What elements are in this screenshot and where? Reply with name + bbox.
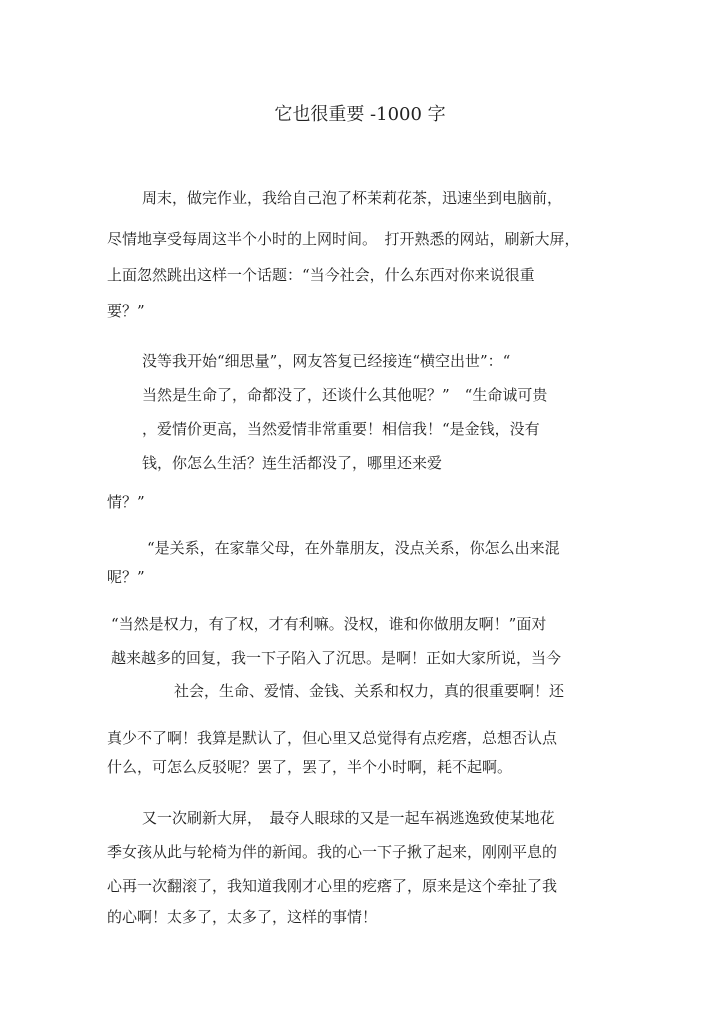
text-line: 要？” bbox=[107, 302, 145, 320]
text-line: 钱，你怎么生活？连生活都没了，哪里还来爱 bbox=[142, 454, 443, 472]
text-line: 越来越多的回复，我一下子陷入了沉思。是啊！正如大家所说，当今 bbox=[111, 649, 562, 667]
text-line: 什么，可怎么反驳呢？罢了，罢了，半个小时啊，耗不起啊。 bbox=[107, 758, 513, 776]
text-line: “是关系，在家靠父母，在外靠朋友，没点关系，你怎么出来混 bbox=[147, 539, 560, 557]
document-title: 它也很重要 -1000 字 bbox=[274, 104, 446, 125]
text-line: ，爱情价更高，当然爱情非常重要！相信我！“是金钱，没有 bbox=[142, 420, 540, 438]
text-line: “当然是权力，有了权，才有利嘛。没权，谁和你做朋友啊！”面对 bbox=[111, 615, 547, 633]
text-line: 社会，生命、爱情、金钱、关系和权力，真的很重要啊！还 bbox=[174, 682, 565, 700]
text-line: 上面忽然跳出这样一个话题：“当今社会，什么东西对你来说很重 bbox=[107, 266, 535, 284]
text-line: 情？” bbox=[107, 493, 145, 511]
text-line: 没等我开始“细思量”，网友答复已经接连“横空出世”：“ bbox=[142, 352, 511, 370]
text-line: 尽情地享受每周这半个小时的上网时间。 打开熟悉的网站，刷新大屏， bbox=[107, 230, 580, 248]
text-line: 周末，做完作业，我给自己泡了杯茉莉花茶，迅速坐到电脑前， bbox=[142, 189, 563, 207]
text-line: 呢？” bbox=[107, 568, 145, 586]
text-line: 又一次刷新大屏， 最夺人眼球的又是一起车祸逃逸致使某地花 bbox=[142, 809, 555, 827]
text-line: 的心啊！太多了，太多了，这样的事情！ bbox=[107, 908, 378, 926]
text-line: 当然是生命了，命都没了，还谈什么其他呢？” “生命诚可贵 bbox=[142, 386, 548, 404]
text-line: 心再一次翻滚了，我知道我刚才心里的疙瘩了，原来是这个牵扯了我 bbox=[107, 877, 558, 895]
text-line: 真少不了啊！我算是默认了，但心里又总觉得有点疙瘩，总想否认点 bbox=[107, 729, 558, 747]
text-line: 季女孩从此与轮椅为伴的新闻。我的心一下子揪了起来，刚刚平息的 bbox=[107, 843, 558, 861]
